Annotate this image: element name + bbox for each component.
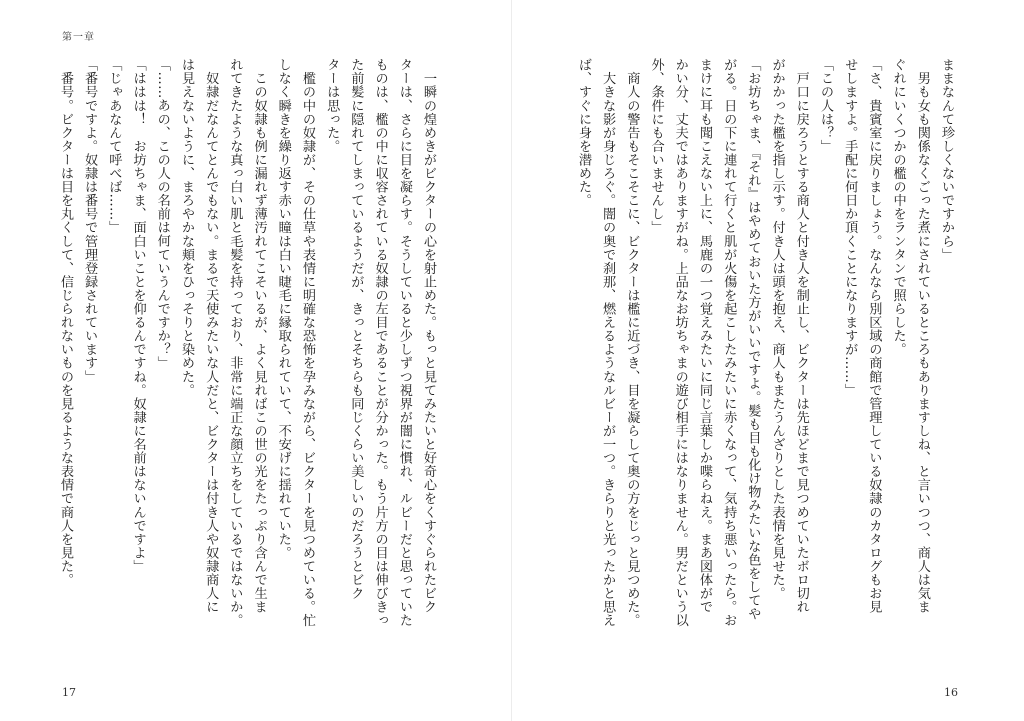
text-line: がる。日の下に連れて行くと肌が火傷を起こしたみたいに赤くなって、気持ち悪いったら。お bbox=[721, 58, 737, 628]
text-line: 「お坊ちゃま、『それ』はやめておいた方がいいですよ。髪も目も化け物みたいな色をしてや bbox=[745, 58, 761, 621]
text-line: 番号。ビクターは目を丸くして、信じられないものを見るような表情で商人を見た。 bbox=[57, 58, 73, 587]
running-head: 第一章 bbox=[62, 32, 95, 43]
text-line: 「……あの、この人の名前は何ていうんですか？」 bbox=[154, 58, 170, 370]
text-line: 「じゃあなんて呼べば……」 bbox=[106, 58, 122, 235]
text-line: まけに耳も聞こえない上に、馬鹿の一つ覚えみたいに同じ言葉しか喋らねえ。まあ図体がで bbox=[696, 58, 712, 614]
text-line: 大きな影が身じろぐ。闇の奥で刹那、燃えるようなルビーが一つ。きらりと光ったかと思え bbox=[600, 58, 616, 628]
text-line: ぐれにいくつかの檻の中をランタンで照らした。 bbox=[890, 58, 906, 357]
text-line: れてきたような真っ白い肌と毛髪を持っており、非常に端正な顔立ちをしているではないか。 bbox=[227, 58, 243, 628]
text-line: た前髪に隠れてしまっているようだが、きっとそちらも同じくらい美しいのだろうとビク bbox=[348, 58, 364, 600]
text-line: がかかった檻を指し示す。付き人は頭を抱え、商人もまたうんざりとした表情を見せた。 bbox=[769, 58, 785, 600]
text-line: 「番号ですよ。奴隷は番号で管理登録されています」 bbox=[82, 58, 98, 384]
text-line: しなく瞬きを繰り返す赤い瞳は白い睫毛に縁取られていて、不安げに揺れていた。 bbox=[275, 58, 291, 560]
left-page-text bbox=[50, 58, 440, 668]
text-line: は見えないように、まろやかな頬をひっそりと染めた。 bbox=[178, 58, 194, 397]
text-line: この奴隷も例に漏れず薄汚れてこそいるが、よく見ればこの世の光をたっぷり含んで生ま bbox=[251, 58, 267, 614]
text-line: 一瞬の煌めきがビクターの心を射止めた。もっと見てみたいと好奇心をくすぐられたビク bbox=[421, 58, 436, 614]
page-number-right: 16 bbox=[944, 686, 958, 699]
text-line: ば、すぐに身を潜めた。 bbox=[575, 58, 591, 208]
page-number-left: 17 bbox=[62, 686, 76, 699]
text-line: ターは、さらに目を凝らす。そうしていると少しずつ視界が闇に慣れ、ルビーだと思っていた bbox=[396, 58, 412, 628]
text-line: 商人の警告もそこそこに、ビクターは檻に近づき、目を凝らして奥の方をじっと見つめた。 bbox=[624, 58, 640, 628]
text-line: 戸口に戻ろうとする商人と付き人を制止し、ビクターは先ほどまで見つめていたボロ切れ bbox=[793, 58, 809, 614]
text-line: 「さ、貴賓室に戻りましょう。なんなら別区域の商館で管理している奴隷のカタログもお見 bbox=[866, 58, 882, 614]
text-line: ターは思った。 bbox=[324, 58, 340, 153]
text-line: 奴隷だなんてとんでもない。まるで天使みたいな人だと、ビクターは付き人や奴隷商人に bbox=[203, 58, 219, 614]
text-line: 男も女も関係なくごった煮にされているところもありますしね、と言いつつ、商人は気ま bbox=[914, 58, 930, 614]
text-line: 「この人は？」 bbox=[817, 58, 833, 153]
right-page-text bbox=[575, 58, 958, 668]
text-line: 檻の中の奴隷が、その仕草や表情に明確な恐怖を孕みながら、ビクターを見つめている。忙 bbox=[299, 58, 315, 628]
text-line: 「ははは！ お坊ちゃま、面白いことを仰るんですね。奴隷に名前はないんですよ」 bbox=[130, 58, 146, 573]
text-line: ものは、檻の中に収容されている奴隷の左目であることが分かった。もう片方の目は伸びきっ bbox=[372, 58, 388, 628]
text-line: せしますよ。手配に何日か頂くことになりますが……」 bbox=[842, 58, 858, 397]
page-gutter bbox=[511, 0, 512, 721]
text-line: かい分、丈夫ではありますがね。上品なお坊ちゃまの遊び相手にはなりません。男だという以 bbox=[672, 58, 688, 628]
text-line: ままなんて珍しくないですから」 bbox=[939, 58, 954, 262]
text-line: 外、条件にも合いませんし」 bbox=[648, 58, 664, 235]
